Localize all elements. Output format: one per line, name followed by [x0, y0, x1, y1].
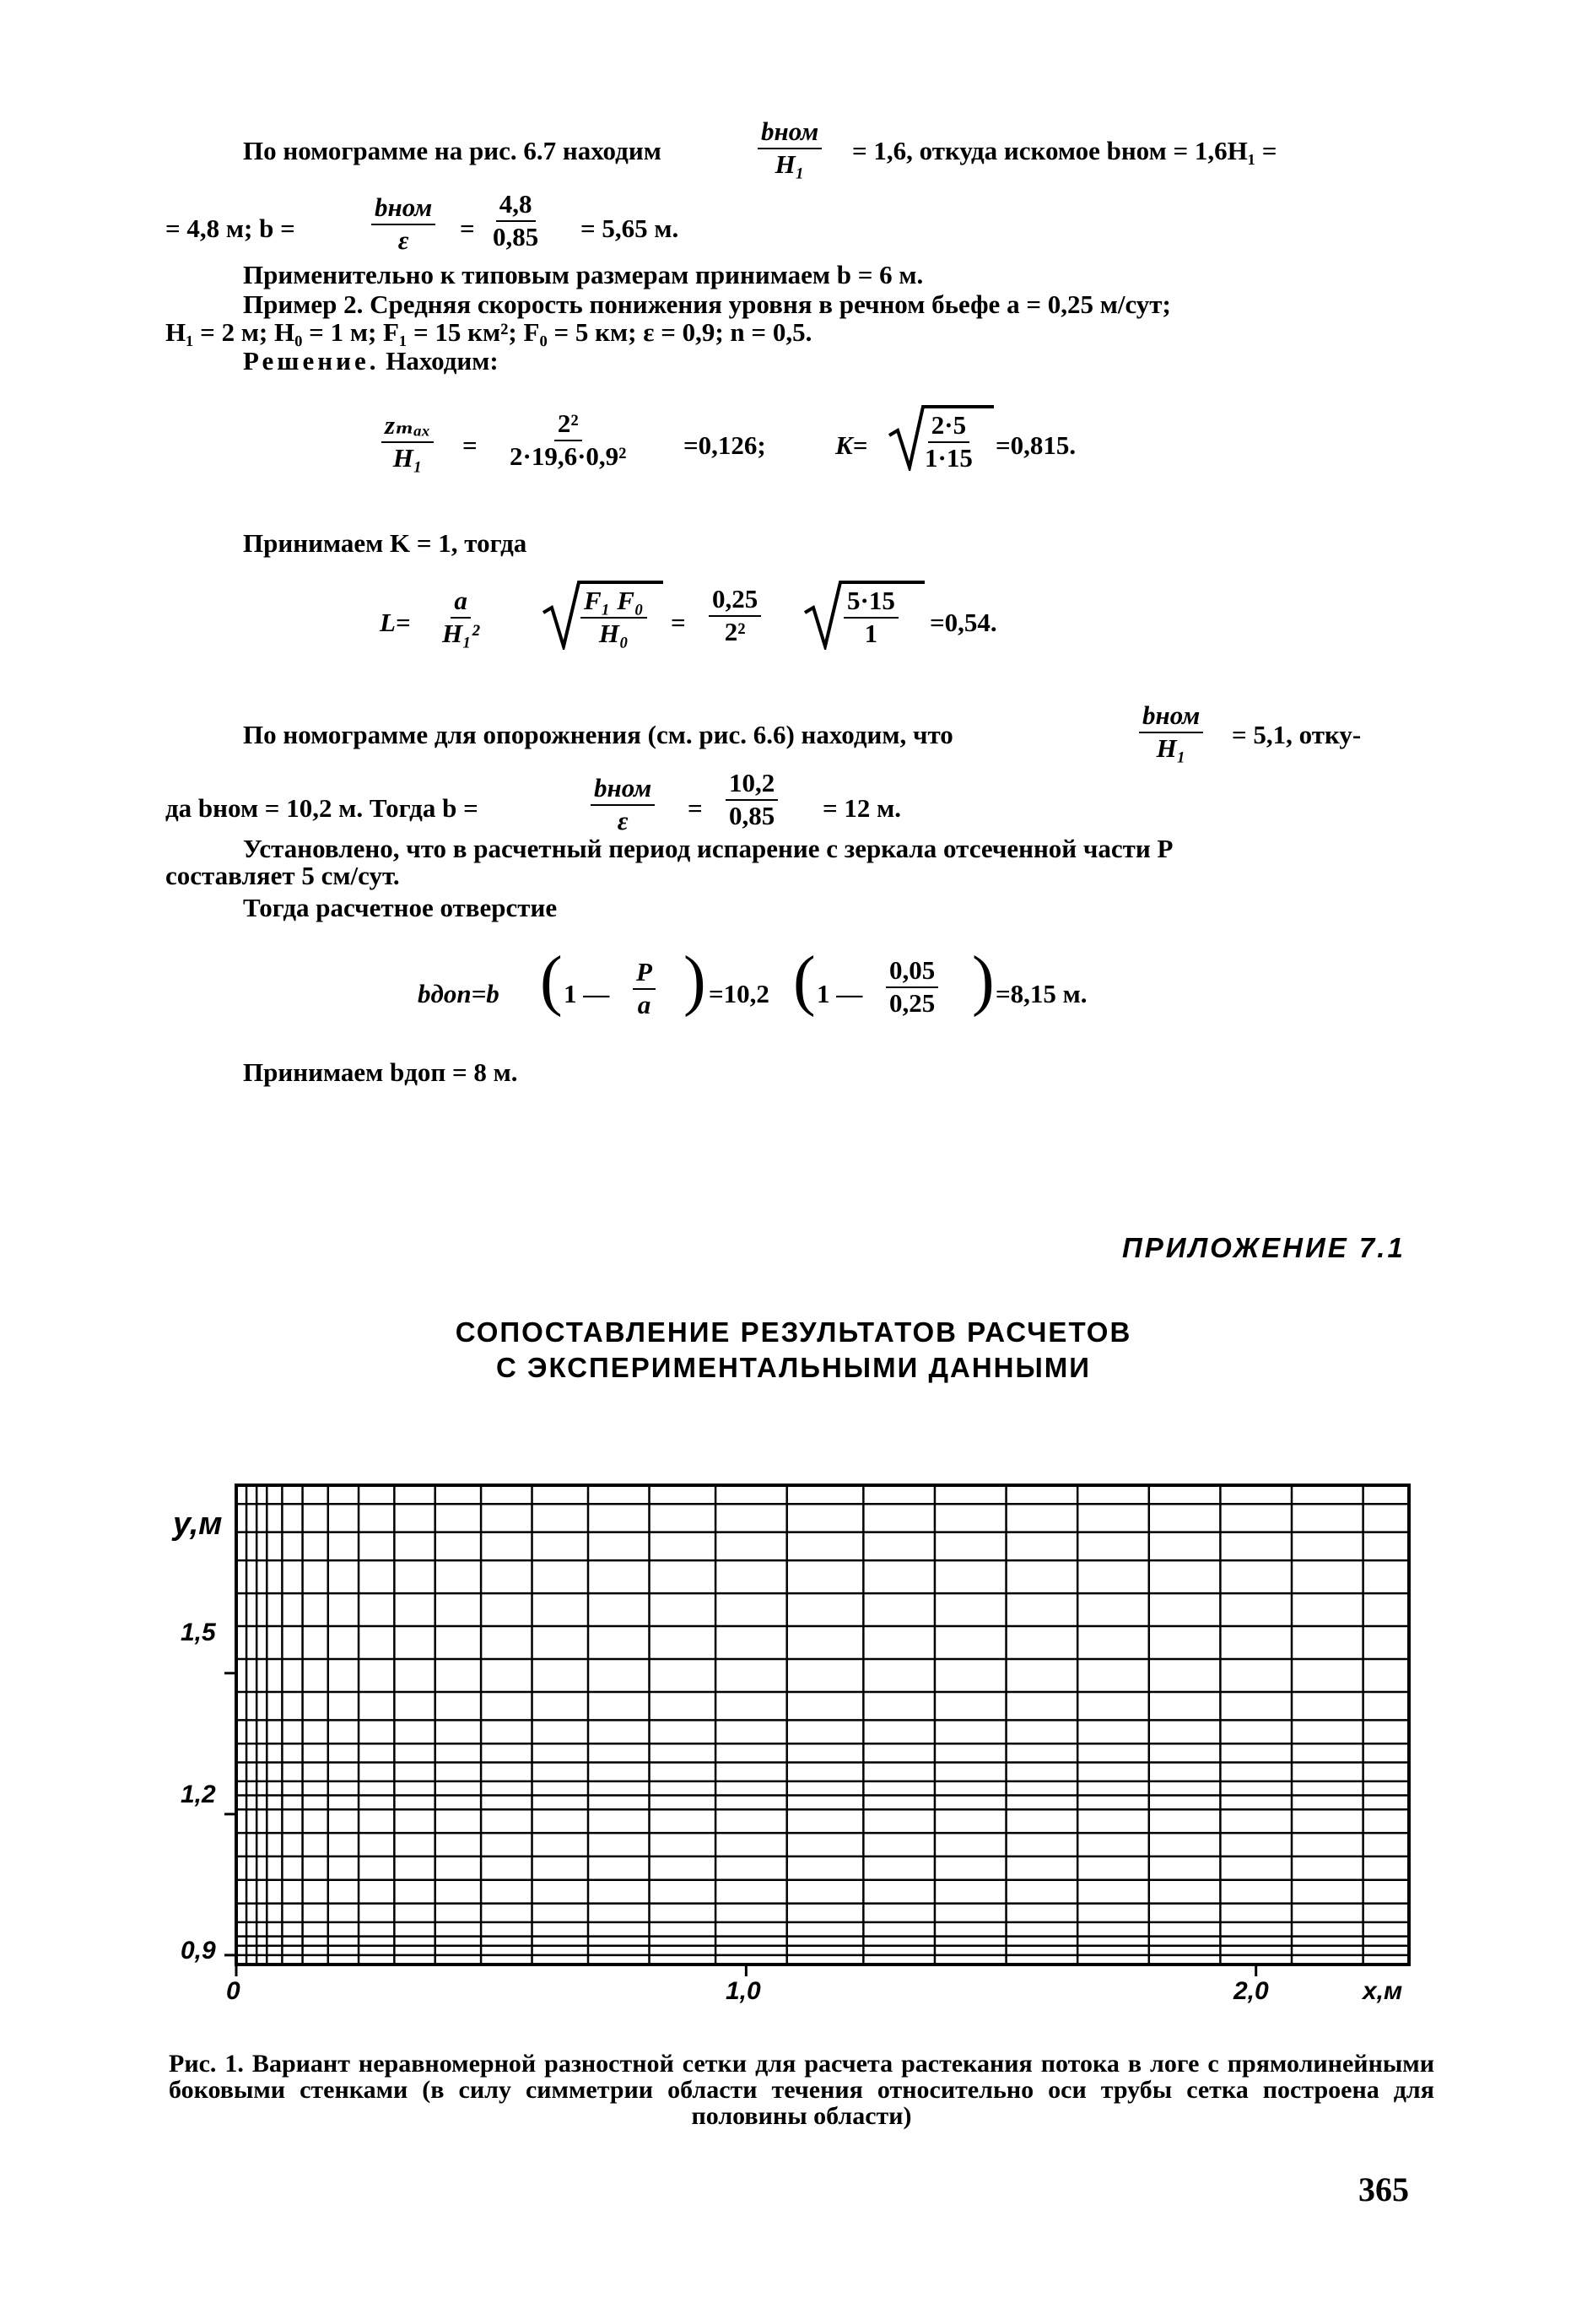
fraction-denominator: H₁: [1156, 732, 1186, 763]
fraction-numerator: bном: [371, 194, 435, 225]
fraction-numerator: zₘₐₓ: [381, 412, 434, 443]
fraction-numerator: 0,25: [709, 586, 761, 617]
figure-caption: Рис. 1. Вариант неравномерной разностной сетки для расчета растекания потока в логе с прямолинейными боковыми стенками (в силу симметрии области течения относительно оси трубы сетка построена для половины области): [169, 2050, 1434, 2130]
text-line-3: Применительно к типовым размерам принимаем b = 6 м.: [243, 260, 924, 289]
fraction-denominator: 2²: [724, 616, 746, 646]
fraction-denominator: 0,85: [729, 800, 775, 830]
fraction-numerator: 5·15: [844, 587, 899, 619]
text-line-8b: = 12 м.: [823, 793, 902, 823]
fraction-numerator: 10,2: [726, 770, 778, 801]
solution-rest: Находим:: [386, 346, 499, 376]
fraction-numerator: bном: [1139, 702, 1203, 733]
l-label: L=: [380, 608, 411, 637]
result-value: =8,15 м.: [996, 979, 1088, 1008]
left-paren: (: [540, 943, 563, 1018]
fraction-denominator: 2·19,6·0,9²: [510, 440, 627, 471]
equals-sign: =: [460, 213, 475, 243]
fraction-numerator: F₁ F₀: [580, 587, 647, 619]
fraction-numerator: 4,8: [496, 191, 536, 222]
mid-expression: =10,2: [709, 979, 769, 1008]
one-minus: 1 —: [564, 979, 610, 1008]
x-axis-label: x,м: [1363, 1977, 1403, 2005]
equals-sign: =: [462, 430, 478, 460]
text-line-11: Тогда расчетное отверстие: [243, 893, 558, 922]
x-tick-label: 2,0: [1233, 1977, 1269, 2005]
bdop-label: bдоп=b: [418, 979, 499, 1008]
fraction-denominator: 1: [864, 618, 878, 648]
y-tick-label: 1,2: [181, 1781, 216, 1808]
text-line-2b: = 5,65 м.: [580, 213, 679, 243]
x-tick-label: 0: [226, 1977, 240, 2005]
page-number: 365: [1358, 2170, 1409, 2208]
text-line-7b: = 5,1, отку-: [1232, 720, 1362, 749]
appendix-label: ПРИЛОЖЕНИЕ 7.1: [1122, 1232, 1406, 1263]
y-tick-label: 1,5: [181, 1619, 216, 1646]
equals-sign: =: [688, 793, 703, 823]
text-line-8a: да bном = 10,2 м. Тогда b =: [165, 793, 478, 823]
k-label: K=: [835, 430, 868, 460]
text-line-12: Принимаем bдоп = 8 м.: [243, 1057, 518, 1087]
example-label: Пример 2.: [243, 289, 364, 319]
fraction-denominator: H₁: [392, 442, 423, 473]
grid-frame: [236, 1485, 1409, 1965]
text-line-6: Принимаем K = 1, тогда: [243, 528, 527, 558]
fraction-denominator: 0,85: [493, 221, 539, 251]
text-line-1b: = 1,6, откуда искомое bном = 1,6H₁ =: [852, 136, 1277, 165]
text-line-2a: = 4,8 м; b =: [165, 213, 295, 243]
result-value: =0,815.: [996, 430, 1077, 460]
fraction-numerator: 0,05: [886, 957, 938, 988]
one-minus: 1 —: [817, 979, 863, 1008]
fraction-denominator: 0,25: [889, 987, 936, 1018]
y-axis-label: y,м: [173, 1506, 223, 1542]
fraction-numerator: P: [633, 959, 656, 990]
equals-sign: =: [671, 608, 686, 637]
fraction-numerator: bном: [758, 118, 822, 149]
fraction-denominator: a: [637, 989, 651, 1019]
solution-label: Решение.: [243, 346, 380, 376]
example-text: Средняя скорость понижения уровня в речном бьефе a = 0,25 м/сут;: [370, 289, 1171, 319]
fraction-denominator: H₁²: [442, 618, 480, 648]
fraction-numerator: bном: [591, 775, 655, 806]
fraction-numerator: 2²: [554, 410, 582, 441]
right-paren: ): [683, 943, 706, 1018]
y-tick-label: 0,9: [181, 1937, 216, 1965]
fraction-denominator: ε: [397, 224, 409, 255]
right-paren: ): [972, 943, 995, 1018]
result-value: =0,126;: [683, 430, 766, 460]
left-paren: (: [793, 943, 816, 1018]
text-line-9: Установлено, что в расчетный период испарение с зеркала отсеченной части P: [243, 834, 1174, 863]
fraction-denominator: 1·15: [925, 442, 973, 473]
fraction-denominator: ε: [617, 805, 629, 835]
fraction-denominator: H₀: [598, 618, 629, 648]
section-heading-line-1: СОПОСТАВЛЕНИЕ РЕЗУЛЬТАТОВ РАСЧЕТОВ: [455, 1316, 1132, 1348]
text-line-10: составляет 5 см/сут.: [165, 861, 400, 890]
text-line-7a: По номограмме для опорожнения (см. рис. 6.6) находим, что: [243, 720, 953, 749]
fraction-numerator: 2·5: [928, 412, 969, 443]
fraction-denominator: H₁: [775, 149, 805, 179]
text-line-5: H₁ = 2 м; H₀ = 1 м; F₁ = 15 км²; F₀ = 5 км; ε = 0,9; n = 0,5.: [165, 317, 812, 347]
text-line-1a: По номограмме на рис. 6.7 находим: [243, 136, 661, 165]
x-tick-label: 1,0: [726, 1977, 761, 2005]
section-heading-line-2: С ЭКСПЕРИМЕНТАЛЬНЫМИ ДАННЫМИ: [495, 1352, 1092, 1383]
fraction-numerator: a: [451, 587, 471, 619]
result-value: =0,54.: [930, 608, 997, 637]
